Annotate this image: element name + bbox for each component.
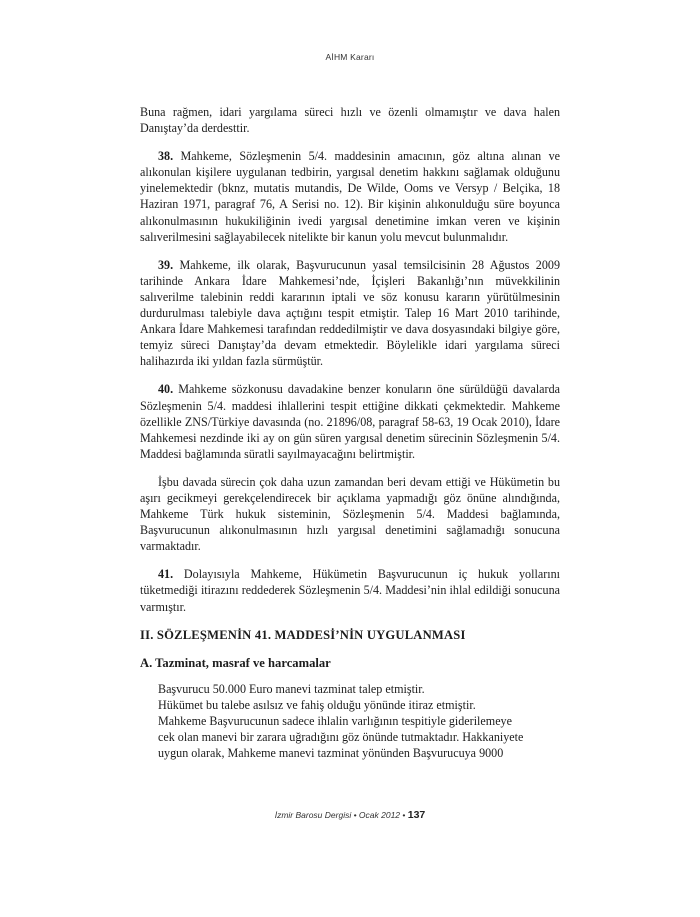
paragraph-number: 40. (158, 382, 174, 397)
paragraph-40-continuation: İşbu davada sürecin çok daha uzun zamandan beri devam ettiği ve Hükümetin bu aşırı gecikmeyi gerekçelendirecek bir açıklama yapmadığı göz önüne alındığında, Mahkeme Türk hukuk sisteminin, Sözleşmenin 5/4. Maddesi bağlamında, Başvurucunun alıkonulmasının hızlı yargısal denetimini sağlamadığı sonucuna varmaktadır. (140, 474, 560, 554)
paragraph-39 (140, 257, 560, 370)
text-line: uygun olarak, Mahkeme manevi tazminat yönünden Başvurucuya 9000 (158, 746, 504, 761)
subsection-heading: A. Tazminat, masraf ve harcamalar (140, 655, 331, 670)
section-heading: II. SÖZLEŞMENİN 41. MADDESİ’NİN UYGULANMASI (140, 627, 466, 642)
paragraph-text: Dolayısıyla Mahkeme, Hükümetin Başvurucunun iç hukuk yollarını tüketmediği itirazını reddederek Sözleşmenin 5/4. Maddesi’nin ihlal edildiği sonucuna varmıştır. (140, 567, 560, 614)
paragraph-number: 38. (158, 149, 174, 164)
paragraph-text: Mahkeme sözkonusu davadakine benzer konuların öne sürüldüğü davalarda Sözleşmenin 5/4. maddesi ihlallerini tespit ettiğine dikkati çekmektedir. Mahkeme özellikle ZNS/Türkiye davasında (no. 21896/08, paragraf 58-63, 19 Ocak 2010), İdare Mahkemesi nezdinde iki ay on gün süren yargısal denetim sürecinin Sözleşmenin 5/4. Maddesi bağlamında süratli sayılmayacağını belirtmiştir. (140, 382, 560, 461)
paragraph-41 (140, 566, 560, 614)
paragraph-number: 39. (158, 257, 174, 272)
journal-name: İzmir Barosu Dergisi • Ocak 2012 • (274, 810, 406, 820)
paragraph-40 (140, 381, 560, 461)
intro-paragraph: Buna rağmen, idari yargılama süreci hızlı ve özenli olmamıştır ve dava halen Danıştay’da derdesttir. (140, 105, 560, 136)
running-header: AİHM Kararı (325, 52, 375, 62)
text-line: Mahkeme Başvurucunun sadece ihlalin varlığının tespitiyle giderilemeye (158, 714, 512, 728)
paragraph-38 (140, 148, 560, 245)
text-line: Başvurucu 50.000 Euro manevi tazminat talep etmiştir. (158, 681, 425, 696)
damages-text (140, 681, 560, 761)
paragraph-text: Mahkeme, ilk olarak, Başvurucunun yasal temsilcisinin 28 Ağustos 2009 tarihinde Ankara İdare Mahkemesi’nde, İçişleri Bakanlığı’nın müvekkilinin salıverilme talebinin reddi kararının iptali ve söz konusu kararın yürütülmesinin durdurulması talebiyle dava açtığını tespit etmiştir. Talep 16 Mart 2010 tarihinde, Ankara İdare Mahkemesi tarafından reddedilmiştir ve dava dosyasındaki bilgiye göre, temyiz süreci Danıştay’da devam etmektedir. Böylelikle idari yargılama süreci halihazırda iki yıldan fazla sürmüştür. (140, 257, 560, 369)
page-body (140, 104, 560, 761)
paragraph-number: 41. (158, 567, 174, 582)
page-number: 137 (407, 809, 426, 821)
text-line: Hükümet bu talebe asılsız ve fahiş olduğu yönünde itiraz etmiştir. (158, 697, 476, 712)
page-footer (0, 809, 700, 821)
paragraph-text: Mahkeme, Sözleşmenin 5/4. maddesinin amacının, göz altına alınan ve alıkonulan kişilere uygulanan tedbirin, yargısal denetim hakkını sağlamak olduğunu yinelemektedir (bknz, mutatis mutandis, De Wilde, Ooms ve Versyp / Belçika, 18 Haziran 1971, paragraf 76, A Serisi no. 12). Bir kişinin alıkonulduğu süre boyunca alıkonulmasının hukukiliğinin ivedi yargısal denetimine imkan veren ve kişinin salıverilmesini sağlayabilecek nitelikte bir kanun yolu mevcut bulunmalıdır. (140, 149, 560, 244)
text-line: cek olan manevi bir zarara uğradığını göz önünde tutmaktadır. Hakkaniyete (158, 730, 524, 745)
